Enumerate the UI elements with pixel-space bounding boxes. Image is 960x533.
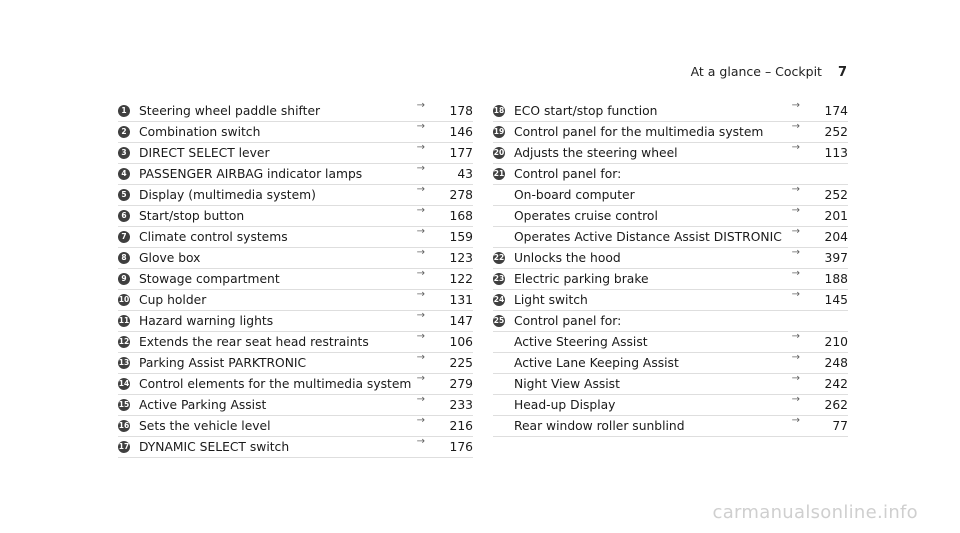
- page-reference[interactable]: 242: [824, 377, 848, 391]
- arrow-right-icon: →: [416, 205, 425, 216]
- arrow-right-icon: →: [416, 100, 425, 111]
- page-reference[interactable]: 188: [824, 272, 848, 286]
- arrow-right-icon: →: [791, 373, 800, 384]
- arrow-right-icon: →: [416, 289, 425, 300]
- arrow-right-icon: →: [791, 142, 800, 153]
- item-label: DIRECT SELECT lever: [139, 146, 270, 160]
- arrow-right-icon: →: [791, 247, 800, 258]
- page-reference[interactable]: 279: [449, 377, 473, 391]
- page-reference[interactable]: 278: [449, 188, 473, 202]
- page-number: 7: [837, 65, 847, 80]
- callout-number-icon: 1: [118, 105, 130, 117]
- callout-number-icon: 2: [118, 126, 130, 138]
- callout-number-icon: 22: [493, 253, 505, 262]
- list-item: [493, 143, 848, 164]
- list-item: [118, 437, 473, 458]
- right-column: [493, 101, 848, 437]
- callout-number-icon: 18: [493, 106, 505, 115]
- arrow-right-icon: →: [791, 331, 800, 342]
- arrow-right-icon: →: [791, 184, 800, 195]
- item-label: Extends the rear seat head restraints: [139, 335, 369, 349]
- callout-number-icon: 4: [118, 168, 130, 180]
- arrow-right-icon: →: [416, 310, 425, 321]
- arrow-right-icon: →: [416, 415, 425, 426]
- page-reference[interactable]: 122: [449, 272, 473, 286]
- callout-number-icon: 10: [118, 295, 130, 304]
- item-label: Steering wheel paddle shifter: [139, 104, 321, 118]
- arrow-right-icon: →: [791, 100, 800, 111]
- item-label: Operates Active Distance Assist DISTRONIC: [514, 230, 782, 244]
- arrow-right-icon: →: [416, 373, 425, 384]
- item-label: Cup holder: [139, 293, 207, 307]
- page-reference[interactable]: 262: [824, 398, 848, 412]
- page-reference[interactable]: 106: [449, 335, 473, 349]
- page-reference[interactable]: 178: [449, 104, 473, 118]
- callout-number-icon: 5: [118, 189, 130, 201]
- callout-number-icon: 6: [118, 210, 130, 222]
- callout-number-icon: 12: [118, 337, 130, 346]
- callout-number-icon: 20: [493, 148, 505, 157]
- item-label: Glove box: [139, 251, 201, 265]
- item-label: Active Lane Keeping Assist: [514, 356, 679, 370]
- page-reference[interactable]: 43: [457, 167, 473, 181]
- callout-number-icon: 16: [118, 421, 130, 430]
- page-reference[interactable]: 177: [449, 146, 473, 160]
- item-label: Electric parking brake: [514, 272, 649, 286]
- page-reference[interactable]: 77: [832, 419, 848, 433]
- item-label: Stowage compartment: [139, 272, 280, 286]
- page-reference[interactable]: 174: [824, 104, 848, 118]
- arrow-right-icon: →: [416, 163, 425, 174]
- arrow-right-icon: →: [791, 205, 800, 216]
- list-item: [493, 416, 848, 437]
- watermark: carmanualsonline.info: [712, 502, 918, 523]
- callout-number-icon: 21: [493, 169, 505, 178]
- item-label: Combination switch: [139, 125, 261, 139]
- page-reference[interactable]: 397: [824, 251, 848, 265]
- item-label: Sets the vehicle level: [139, 419, 271, 433]
- callout-number-icon: 24: [493, 295, 505, 304]
- arrow-right-icon: →: [791, 268, 800, 279]
- page-reference[interactable]: 168: [449, 209, 473, 223]
- arrow-right-icon: →: [416, 331, 425, 342]
- item-label: On-board computer: [514, 188, 635, 202]
- page-reference[interactable]: 201: [824, 209, 848, 223]
- arrow-right-icon: →: [416, 268, 425, 279]
- item-label: Parking Assist PARKTRONIC: [139, 356, 307, 370]
- callout-number-icon: 7: [118, 231, 130, 243]
- arrow-right-icon: →: [416, 184, 425, 195]
- arrow-right-icon: →: [791, 415, 800, 426]
- item-label: Control elements for the multimedia system: [139, 377, 412, 391]
- page-reference[interactable]: 252: [824, 125, 848, 139]
- callout-number-icon: 3: [118, 147, 130, 159]
- callout-number-icon: 9: [118, 273, 130, 285]
- callout-number-icon: 25: [493, 316, 505, 325]
- page-header: [691, 64, 847, 80]
- arrow-right-icon: →: [791, 226, 800, 237]
- item-label: Active Parking Assist: [139, 398, 267, 412]
- item-label: PASSENGER AIRBAG indicator lamps: [139, 167, 363, 181]
- item-label: Adjusts the steering wheel: [514, 146, 678, 160]
- page-reference[interactable]: 176: [449, 440, 473, 454]
- item-label: Display (multimedia system): [139, 188, 316, 202]
- arrow-right-icon: →: [791, 121, 800, 132]
- item-label: Night View Assist: [514, 377, 620, 391]
- page-reference[interactable]: 146: [449, 125, 473, 139]
- callout-number-icon: 14: [118, 379, 130, 388]
- page-reference[interactable]: 204: [824, 230, 848, 244]
- arrow-right-icon: →: [416, 142, 425, 153]
- page-reference[interactable]: 216: [449, 419, 473, 433]
- arrow-right-icon: →: [416, 352, 425, 363]
- page-reference[interactable]: 131: [449, 293, 473, 307]
- item-label: Operates cruise control: [514, 209, 658, 223]
- item-label: Hazard warning lights: [139, 314, 274, 328]
- item-label: Rear window roller sunblind: [514, 419, 685, 433]
- callout-number-icon: 11: [118, 316, 130, 325]
- left-column: [118, 101, 473, 458]
- callout-number-icon: 17: [118, 442, 130, 451]
- item-label: DYNAMIC SELECT switch: [139, 440, 290, 454]
- arrow-right-icon: →: [416, 436, 425, 447]
- item-label: Light switch: [514, 293, 588, 307]
- callout-number-icon: 13: [118, 358, 130, 367]
- list-item: [493, 290, 848, 311]
- item-label: Control panel for the multimedia system: [514, 125, 764, 139]
- page-reference[interactable]: 248: [824, 356, 848, 370]
- page-reference[interactable]: 113: [824, 146, 848, 160]
- callout-number-icon: 19: [493, 127, 505, 136]
- arrow-right-icon: →: [791, 352, 800, 363]
- arrow-right-icon: →: [416, 247, 425, 258]
- callout-number-icon: 23: [493, 274, 505, 283]
- item-label: Climate control systems: [139, 230, 288, 244]
- item-label: Active Steering Assist: [514, 335, 648, 349]
- item-label: Unlocks the hood: [514, 251, 621, 265]
- section-title: At a glance – Cockpit: [690, 64, 822, 79]
- arrow-right-icon: →: [416, 121, 425, 132]
- page-reference[interactable]: 225: [449, 356, 473, 370]
- item-label: Head-up Display: [514, 398, 616, 412]
- arrow-right-icon: →: [416, 226, 425, 237]
- arrow-right-icon: →: [791, 289, 800, 300]
- item-label: Control panel for:: [514, 314, 622, 328]
- page-reference[interactable]: 252: [824, 188, 848, 202]
- item-label: Control panel for:: [514, 167, 622, 181]
- item-label: Start/stop button: [139, 209, 245, 223]
- page-reference[interactable]: 123: [449, 251, 473, 265]
- arrow-right-icon: →: [416, 394, 425, 405]
- page-reference[interactable]: 210: [824, 335, 848, 349]
- page-reference[interactable]: 145: [824, 293, 848, 307]
- callout-number-icon: 15: [118, 400, 130, 409]
- arrow-right-icon: →: [791, 394, 800, 405]
- page-reference[interactable]: 147: [449, 314, 473, 328]
- callout-number-icon: 8: [118, 252, 130, 264]
- item-label: ECO start/stop function: [514, 104, 658, 118]
- page-reference[interactable]: 159: [449, 230, 473, 244]
- page-reference[interactable]: 233: [449, 398, 473, 412]
